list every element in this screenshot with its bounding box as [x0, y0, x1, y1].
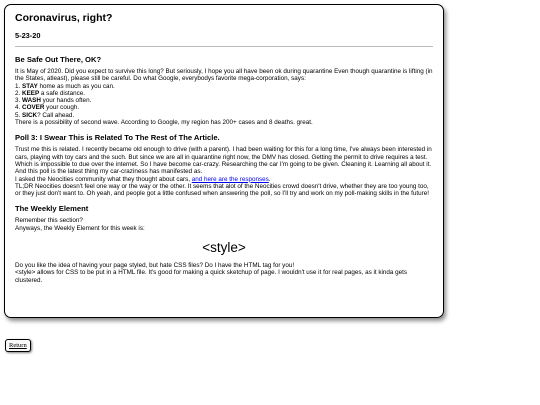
section-heading: The Weekly Element — [15, 204, 89, 214]
page-title: Coronavirus, right? — [15, 12, 113, 24]
poll-paragraph: Trust me this is related. I recently became old enough to drive (with a parent). I had been waiting for this for a long time, I've always been interested in cars, playing with toy cars and the such. But since we are all in quarantine right now, the DMV has closed. Getting the permit to drive requires a test. Which is impossible to due over the internet. So I have become car-crazy. Researching the car I'm going to be given. Cleaning it. Learning all about it. And this poll is the latest thing my car-craziness has manifested as. — [15, 146, 432, 176]
post-date: 5-23-20 — [15, 31, 41, 40]
article-card — [4, 4, 444, 318]
poll-tldr: TL;DR Neocities doesn't feel one way or the way or the other. It seems that alot of the Neocities crowd doesn't drive, whether they are too young too, or they just don't want to. Oh yeah, and people got a little confused when answering the poll, so I'll try and work on my poll-making skills in the future! — [15, 182, 430, 198]
section-intro: It is May of 2020. Did you expect to survive this long? But seriously, I hope you all have been ok during quarantine Even though quarantine is lifting (in the States, atleast), please still be careful. Do what Google, everybodys favorite mega-corporation, says: — [15, 68, 433, 83]
weekly-desc-1: Do you like the idea of having your page styled, but hate CSS files? Do I have the HTML tag for you! — [15, 262, 295, 270]
list-item: 2. KEEP a safe distance. — [15, 89, 86, 97]
responses-link[interactable]: and here are the responses — [191, 175, 269, 183]
section-outro: There is a possibility of second wave. According to Google, my region has 200+ cases and 8 deaths. great. — [15, 119, 313, 127]
weekly-element-tag: <style> — [202, 240, 246, 256]
list-item: 3. WASH your hands often. — [15, 97, 92, 105]
section-weekly-element — [15, 204, 433, 283]
poll-asked-line: I asked the Neocities community what they thought about cars, and here are the responses. — [15, 175, 271, 183]
list-item: 4. COVER your cough. — [15, 104, 80, 112]
return-button[interactable]: Return — [5, 339, 31, 352]
section-be-safe — [15, 55, 433, 126]
section-heading: Be Safe Out There, OK? — [15, 55, 102, 64]
weekly-line-1: Remember this section? — [15, 217, 83, 225]
list-item: 1. STAY home as much as you can. — [15, 82, 115, 90]
section-heading: Poll 3: I Swear This is Related To The Rest of The Article. — [15, 133, 220, 143]
section-poll — [15, 133, 433, 197]
weekly-desc-2: <style> allows for CSS to be put in a HTML file. It's good for making a quick sketchup of page. I wouldn't use it for real pages, as it kinda gets clustered. — [15, 269, 408, 284]
divider — [15, 46, 433, 47]
list-item: 5. SICK? Call ahead. — [15, 111, 75, 119]
safety-steps-list — [15, 83, 433, 119]
weekly-line-2: Anyways, the Weekly Element for this week is: — [15, 224, 145, 232]
